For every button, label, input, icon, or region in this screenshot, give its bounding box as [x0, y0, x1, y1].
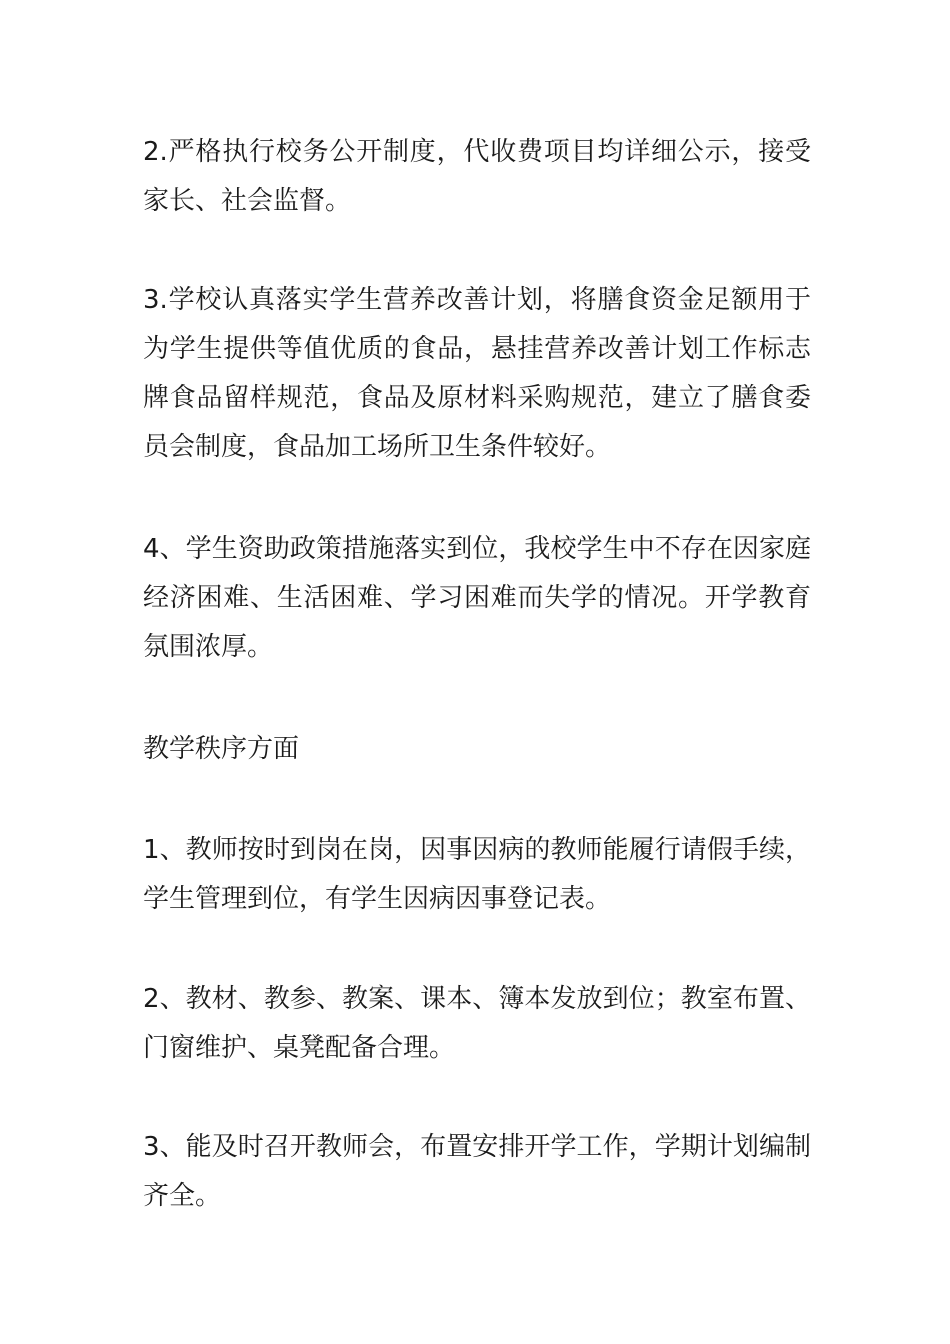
- paragraph-teacher-attendance: 1、教师按时到岗在岗，因事因病的教师能履行请假手续，学生管理到位，有学生因病因事登记表。: [143, 835, 811, 914]
- paragraph-nutrition-plan: 3.学校认真落实学生营养改善计划，将膳食资金足额用于为学生提供等值优质的食品，悬挂营养改善计划工作标志牌食品留样规范，食品及原材料采购规范，建立了膳食委员会制度，食品加工场所卫生条件较好。: [143, 285, 811, 462]
- paragraph-teacher-meeting: 3、能及时召开教师会，布置安排开学工作，学期计划编制齐全。: [143, 1132, 811, 1211]
- paragraph-fee-disclosure: 2.严格执行校务公开制度，代收费项目均详细公示，接受家长、社会监督。: [143, 137, 811, 216]
- section-heading-teaching-order: 教学秩序方面: [143, 734, 300, 764]
- paragraph-student-aid: 4、学生资助政策措施落实到位，我校学生中不存在因家庭经济困难、生活困难、学习困难而失学的情况。开学教育氛围浓厚。: [143, 534, 811, 662]
- paragraph-materials-distribution: 2、教材、教参、教案、课本、簿本发放到位；教室布置、门窗维护、桌凳配备合理。: [143, 984, 811, 1063]
